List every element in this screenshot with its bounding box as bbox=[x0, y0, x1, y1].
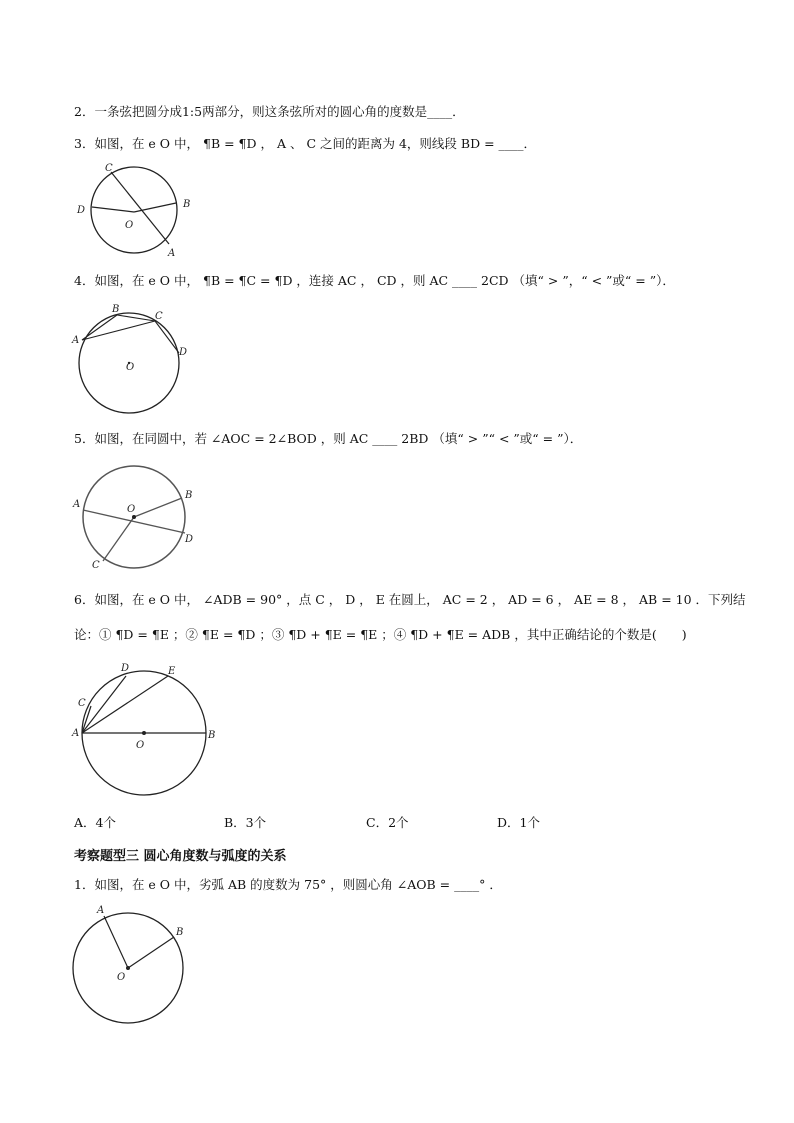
figure-q4-circle bbox=[70, 300, 200, 415]
option-d[interactable]: D．1个 bbox=[497, 815, 540, 830]
section-question-1: 1．如图，在 e O 中，劣弧 AB 的度数为 75° ，则圆心角 ∠AOB = ____° ． bbox=[74, 877, 502, 892]
question-4: 4．如图，在 e O 中， ¶B = ¶C = ¶D ，连接 AC ， CD ，则 AC ____ 2CD （填“ > ”，“ < ”或“ = ”）． bbox=[74, 273, 675, 288]
label-a: A bbox=[72, 335, 80, 346]
option-b[interactable]: B．3个 bbox=[224, 815, 267, 830]
label-o: O bbox=[125, 220, 134, 231]
label-c: C bbox=[92, 560, 100, 571]
question-6-line-1: 6．如图，在 e O 中， ∠ADB = 90° ，点 C ， D ， E 在圆上， AC = 2 ， AD = 6 ， AE = 8 ， AB = 10 ．下列结 bbox=[74, 592, 746, 607]
label-o: O bbox=[126, 362, 135, 373]
section-title: 考察题型三 圆心角度数与弧度的关系 bbox=[74, 849, 287, 864]
label-a: A bbox=[97, 905, 105, 916]
label-b: B bbox=[208, 730, 216, 741]
label-d: D bbox=[179, 347, 188, 358]
label-c: C bbox=[105, 163, 113, 174]
label-a: A bbox=[72, 728, 80, 739]
question-5: 5．如图，在同圆中，若 ∠AOC = 2∠BOD ，则 AC ____ 2BD （填“ > ”“ < ”或“ = ”）． bbox=[74, 431, 583, 446]
label-o: O bbox=[117, 972, 126, 983]
label-b: B bbox=[185, 490, 193, 501]
figure-section-q1-circle bbox=[70, 900, 200, 1025]
label-c: C bbox=[155, 311, 163, 322]
label-a: A bbox=[73, 499, 81, 510]
label-d: D bbox=[77, 205, 86, 216]
label-d: D bbox=[121, 663, 130, 674]
figure-q5-circle bbox=[70, 460, 205, 575]
label-b: B bbox=[183, 199, 191, 210]
label-o: O bbox=[136, 740, 145, 751]
label-e: E bbox=[168, 666, 176, 677]
label-b: B bbox=[112, 304, 120, 315]
figure-q6-circle bbox=[70, 658, 230, 808]
label-c: C bbox=[78, 698, 86, 709]
question-2: 2．一条弦把圆分成1:5两部分，则这条弦所对的圆心角的度数是____． bbox=[74, 104, 465, 119]
option-a[interactable]: A．4个 bbox=[74, 815, 116, 830]
question-6-line-2: 论：① ¶D = ¶E ；② ¶E = ¶D ；③ ¶D + ¶E = ¶E ；④ ¶D + ¶E = ADB ，其中正确结论的个数是( ) bbox=[74, 627, 687, 642]
label-b: B bbox=[176, 927, 184, 938]
label-d: D bbox=[185, 534, 194, 545]
option-c[interactable]: C．2个 bbox=[366, 815, 409, 830]
question-3: 3．如图，在 e O 中， ¶B = ¶D ， A 、 C 之间的距离为 4，则线段 BD = ____． bbox=[74, 136, 537, 151]
figure-q3-circle bbox=[70, 158, 200, 262]
label-o: O bbox=[127, 504, 136, 515]
label-a: A bbox=[168, 248, 176, 259]
